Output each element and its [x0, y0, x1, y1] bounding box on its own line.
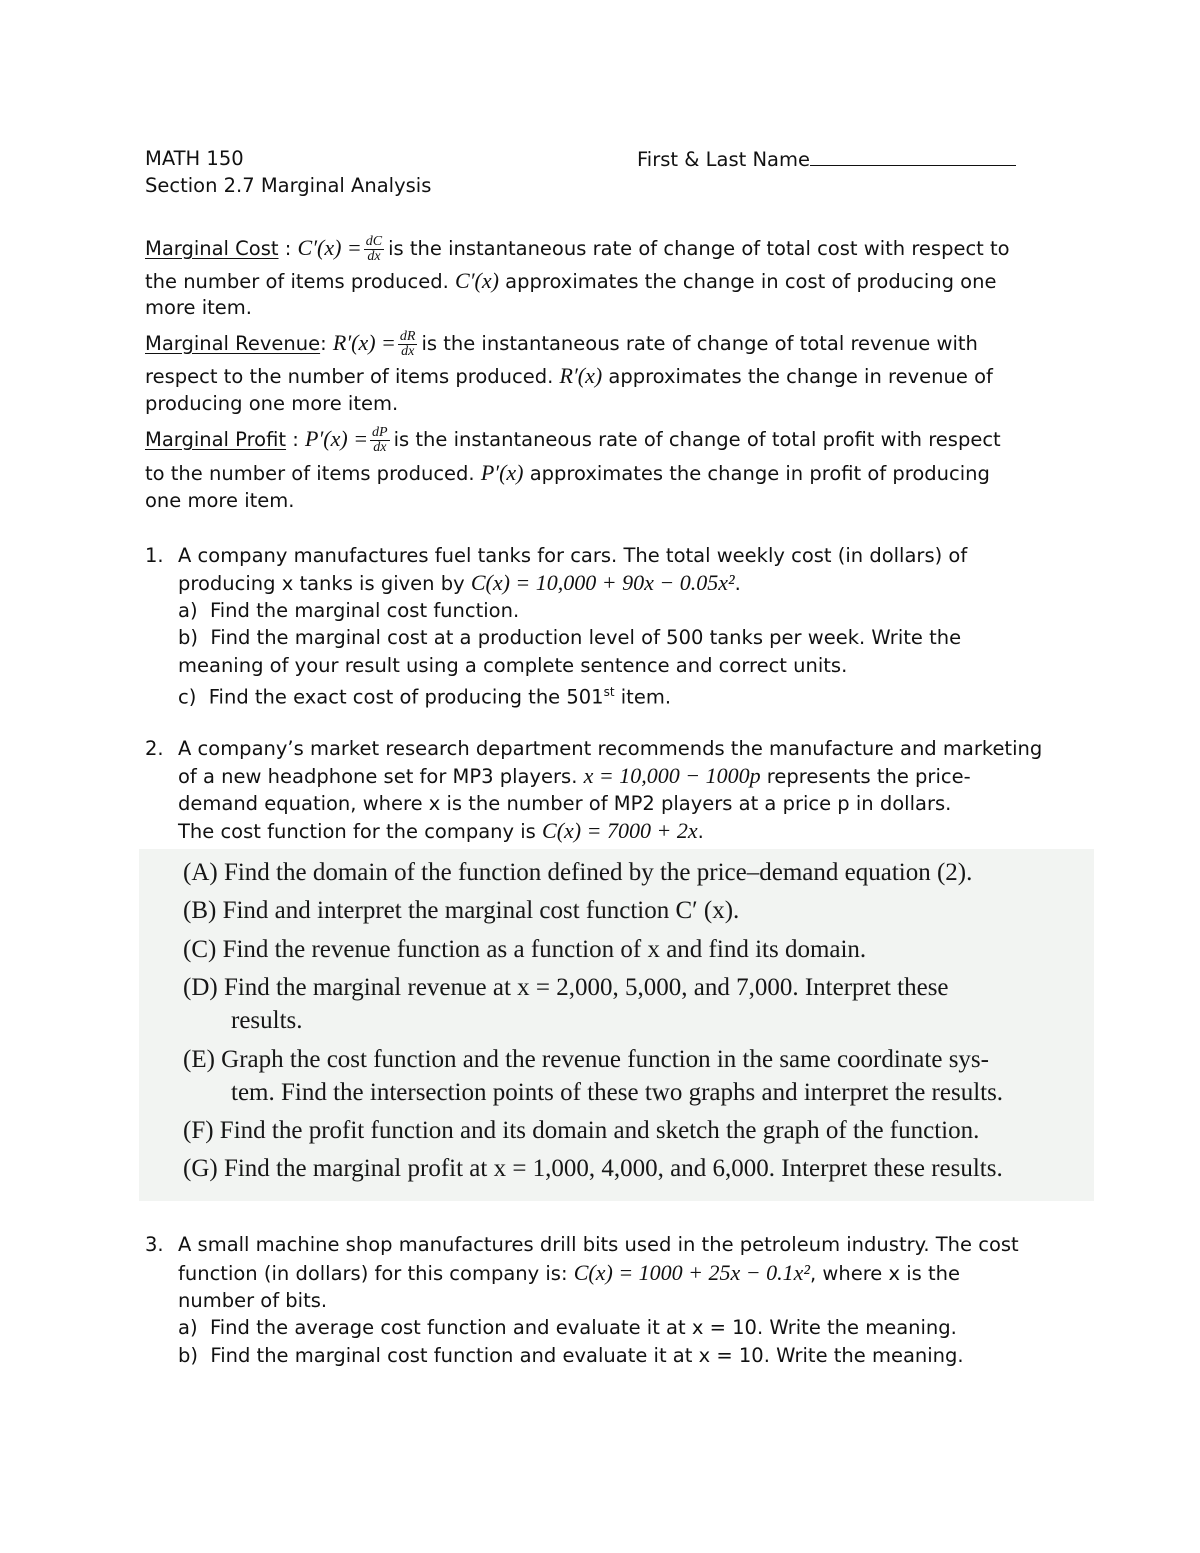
marginal-profit-term: Marginal Profit	[145, 428, 287, 451]
marginal-profit-fraction: $\frac{dP}{dx}$	[372, 425, 388, 455]
problem-3-part-a: a) Find the average cost function and evaluate it at x = 10. Write the meaning.	[178, 1316, 957, 1339]
problem-2-number: 2.	[145, 737, 164, 760]
name-field	[637, 145, 1016, 174]
problem-1-part-a: a) Find the marginal cost function.	[178, 599, 520, 622]
problem-2-cost-function: C(x) = 7000 + 2x	[542, 818, 698, 843]
name-blank-line	[810, 145, 1016, 166]
problem-2-parts-box: (A) Find the domain of the function defined by the price–demand equation (2). (B) Find and interpret the marginal cost function C′ (x). (C) Find the revenue function as a function of x and find its domain. (D) Find the marginal revenue at x = 2,000, 5,000, and 7,000. Interpret these results. (E) Graph the cost function and the revenue function in the same coordinate sys- tem. Find the intersection points of these two graphs and interpret the results. (F) Find the profit function and its domain and sketch the graph of the function. (G) Find the marginal profit at x = 1,000, 4,000, and 6,000. Interpret these results.	[139, 849, 1094, 1201]
problem-1-part-c: c) Find the exact cost of producing the 501st item.	[178, 685, 672, 709]
problem-2-part-G: (G) Find the marginal profit at x = 1,000, 4,000, and 6,000. Interpret these results.	[183, 1155, 1003, 1182]
marginal-revenue-term: Marginal Revenue	[145, 332, 321, 355]
marginal-revenue-fraction: $\frac{dR}{dx}$	[399, 329, 416, 359]
problem-3-part-b: b) Find the marginal cost function and evaluate it at x = 10. Write the meaning.	[178, 1344, 964, 1367]
problem-2-part-F: (F) Find the profit function and its domain and sketch the graph of the function.	[183, 1117, 980, 1144]
marginal-revenue-definition: Marginal Revenue: R′(x) = $\frac{dR}{dx}$ is the instantaneous rate of change of total revenue with	[145, 329, 978, 359]
problem-1-number: 1.	[145, 544, 164, 567]
problem-2-part-E: (E) Graph the cost function and the revenue function in the same coordinate sys-	[183, 1046, 989, 1073]
marginal-cost-expr: C′(x) =	[297, 235, 362, 260]
problem-1-part-b: b) Find the marginal cost at a production level of 500 tanks per week. Write the	[178, 626, 962, 649]
marginal-cost-definition: Marginal Cost : C′(x) = $\frac{dC}{dx}$ is the instantaneous rate of change of total cost with respect to	[145, 234, 1010, 264]
problem-1-cost-function: C(x) = 10,000 + 90x − 0.05x²	[470, 570, 735, 595]
problem-2-part-D: (D) Find the marginal revenue at x = 2,000, 5,000, and 7,000. Interpret these	[183, 974, 949, 1001]
course-code: MATH 150	[145, 147, 244, 170]
problem-2-part-B: (B) Find and interpret the marginal cost function C′ (x).	[183, 897, 740, 924]
problem-2-part-A: (A) Find the domain of the function defined by the price–demand equation (2).	[183, 859, 973, 886]
problem-3-cost-function: C(x) = 1000 + 25x − 0.1x²	[573, 1260, 810, 1285]
problem-2-price-demand: x = 10,000 − 1000p	[583, 763, 761, 788]
worksheet-page: MATH 150 Section 2.7 Marginal Analysis First & Last Name Marginal Cost : C′(x) = $\frac{dC}{dx}$ is the instantaneous rate of change of total cost with respect to the number of items produced. C′(x) approximates the change in cost of producing one more item. Marginal Revenue: R′(x) = $\frac{dR}{dx}$ is the instantaneous rate of change of total revenue with respect to the number of items produced. R′(x) approximates the change in revenue of producing one more item. Marginal Profit : P′(x) = $\frac{dP}{dx}$ is the instantaneous rate of change of total profit with respect to the number of items produced. P′(x) approximates the change in profit of producing one more item. 1. A company manufactures fuel tanks for cars. The total weekly cost (in dollars) of producing x tanks is given by C(x) = 10,000 + 90x − 0.05x². a) Find the marginal cost function. b) Find the marginal cost at a production level of 500 tanks per week. Write the meaning of your result using a complete sentence and correct units. c) Find the exact cost of producing the 501st item. 2. A company’s market research department recommends the manufacture and marketing of a new headphone set for MP3 players. x = 10,000 − 1000p represents the price- demand equation, where x is the number of MP2 players at a price p in dollars. The cost function for the company is C(x) = 7000 + 2x. (A) Find the domain of the function defined by the price–demand equation (2). (B) Find and interpret the marginal cost function C′ (x). (C) Find the revenue function as a function of x and find its domain. (D) Find the marginal revenue at x = 2,000, 5,000, and 7,000. Interpret these results. (E) Graph the cost function and the revenue function in the same coordinate sys- tem. Find the intersection points of these two graphs and interpret the results. (F) Find the profit function and its domain and sketch the graph of the function. (G) Find the marginal profit at x = 1,000, 4,000, and 6,000. Interpret these results. 3. A small machine shop manufactures drill bits used in the petroleum industry. The cost function (in dollars) for this company is: C(x) = 1000 + 25x − 0.1x², where x is the number of bits. a) Find the average cost function and evaluate it at x = 10. Write the meaning. b) Find the marginal cost function and evaluate it at x = 10. Write the meaning.	[0, 0, 1200, 1553]
marginal-profit-expr: P′(x) =	[305, 426, 369, 451]
problem-3-number: 3.	[145, 1233, 164, 1256]
problem-2-part-C: (C) Find the revenue function as a function of x and find its domain.	[183, 936, 867, 963]
marginal-cost-term: Marginal Cost	[145, 237, 279, 260]
marginal-cost-fraction: $\frac{dC}{dx}$	[365, 234, 383, 264]
section-title: Section 2.7 Marginal Analysis	[145, 174, 432, 197]
marginal-revenue-expr: R′(x) =	[332, 330, 396, 355]
marginal-profit-definition: Marginal Profit : P′(x) = $\frac{dP}{dx}$ is the instantaneous rate of change of total profit with respect	[145, 425, 1001, 455]
name-label: First & Last Name	[637, 148, 810, 171]
